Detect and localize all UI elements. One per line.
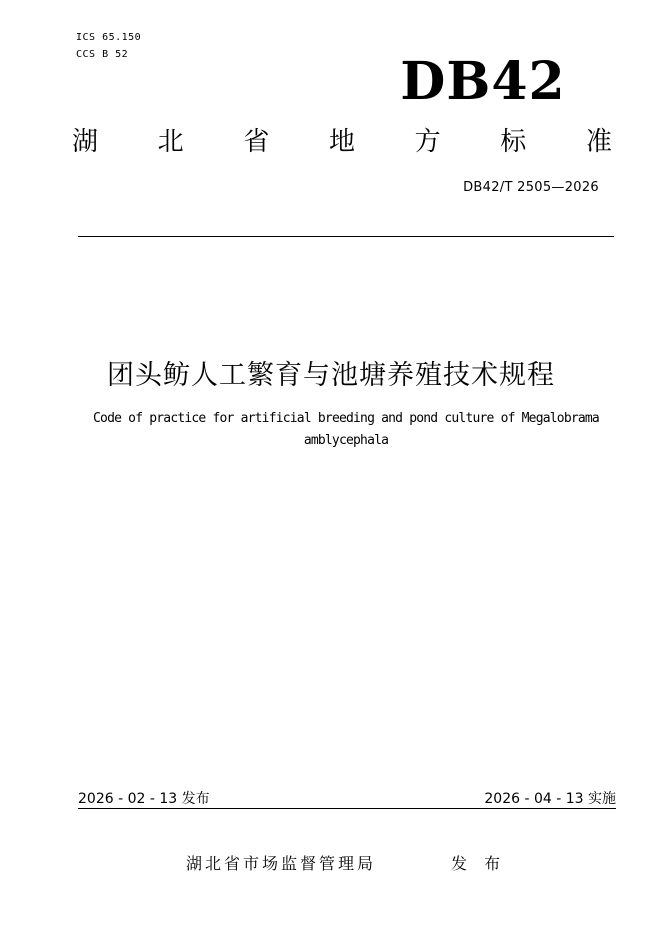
standard-type-char: 准 <box>585 127 612 157</box>
standard-type-char: 方 <box>414 127 441 157</box>
title-english: Code of practice for artificial breeding and pond culture of Megalobrama amblycephala <box>93 411 599 448</box>
publish-date: 2026 - 02 - 13 发布 <box>78 791 210 807</box>
bottom-divider <box>78 808 616 809</box>
standard-type-char: 湖 <box>72 127 99 157</box>
implement-date: 2026 - 04 - 13 实施 <box>484 791 616 807</box>
standard-type-char: 省 <box>243 127 270 157</box>
standard-logo: DB42 <box>400 51 566 112</box>
top-divider <box>78 236 614 237</box>
standard-type-char: 标 <box>500 127 527 157</box>
standard-type-char: 北 <box>157 127 184 157</box>
standard-type <box>72 124 612 160</box>
ccs-code: CCS B 52 <box>76 49 129 60</box>
standard-number: DB42/T 2505—2026 <box>463 180 599 195</box>
issuer-name: 湖北省市场监督管理局 <box>186 854 377 873</box>
issuer-action: 发 布 <box>451 854 507 873</box>
ics-code: ICS 65.150 <box>76 32 142 43</box>
title-chinese: 团头鲂人工繁育与池塘养殖技术规程 <box>107 360 555 391</box>
standard-type-char: 地 <box>328 127 355 157</box>
